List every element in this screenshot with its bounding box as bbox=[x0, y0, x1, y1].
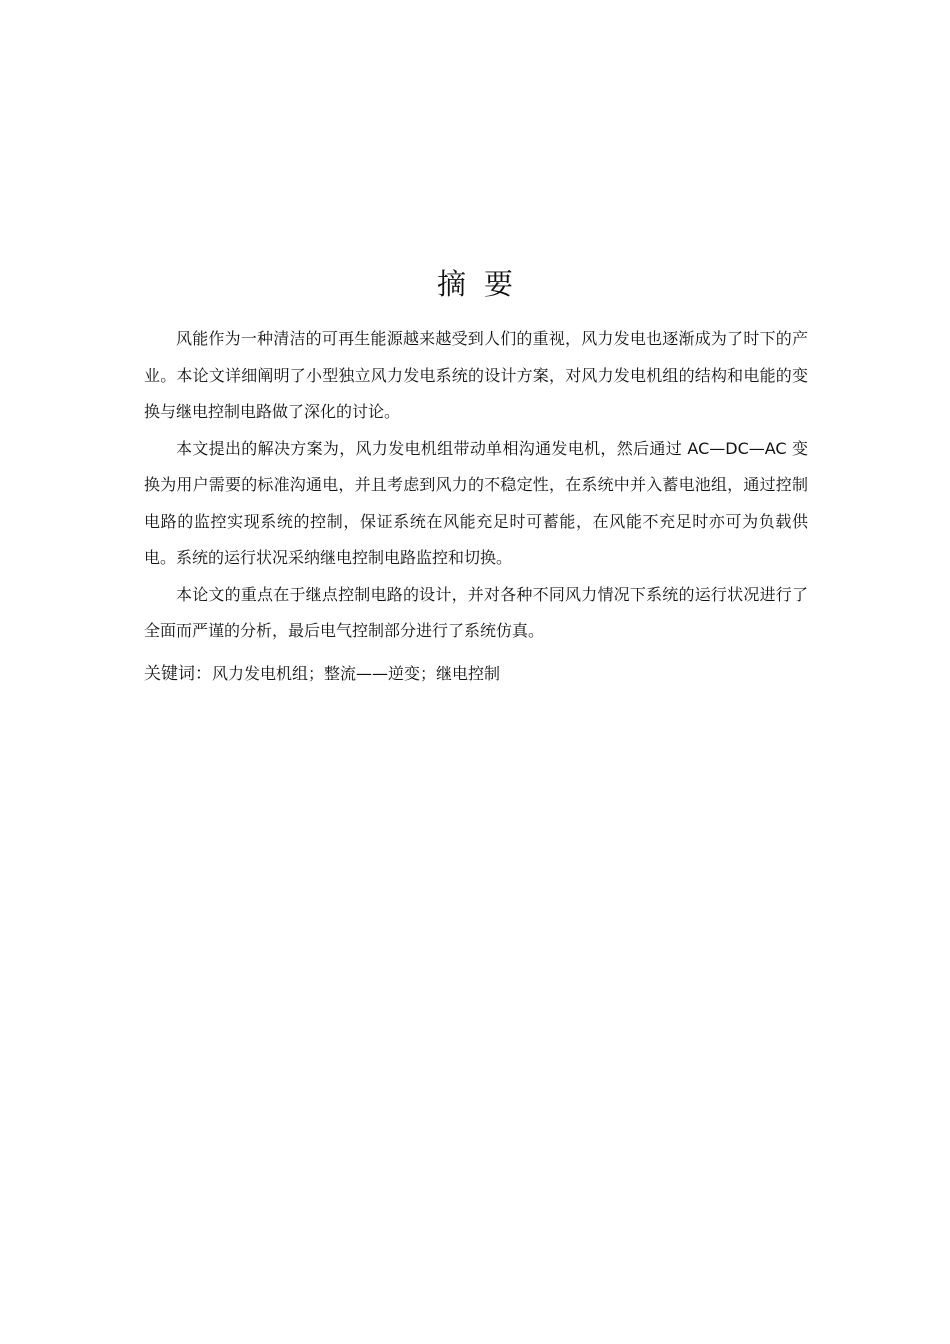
abstract-paragraph-2: 本文提出的解决方案为，风力发电机组带动单相沟通发电机，然后通过 AC—DC—AC 变换为用户需要的标准沟通电，并且考虑到风力的不稳定性，在系统中并入蓄电池组，通过控制电路的监控实现系统的控制，保证系统在风能充足时可蓄能，在风能不充足时亦可为负载供电。系统的运行状况采纳继电控制电路监控和切换。 bbox=[144, 438, 808, 567]
abstract-title: 摘要 bbox=[436, 267, 531, 301]
abstract-paragraph-3: 本论文的重点在于继点控制电路的设计，并对各种不同风力情况下系统的运行状况进行了全面而严谨的分析，最后电气控制部分进行了系统仿真。 bbox=[144, 584, 808, 640]
abstract-paragraph-1: 风能作为一种清洁的可再生能源越来越受到人们的重视，风力发电也逐渐成为了时下的产业。本论文详细阐明了小型独立风力发电系统的设计方案，对风力发电机组的结构和电能的变换与继电控制电路做了深化的讨论。 bbox=[144, 329, 808, 421]
keywords-text: 风力发电机组；整流——逆变；继电控制 bbox=[212, 663, 501, 683]
abstract-body bbox=[144, 321, 808, 692]
keywords-label: 关键词： bbox=[144, 663, 212, 684]
keywords-line bbox=[144, 656, 808, 692]
